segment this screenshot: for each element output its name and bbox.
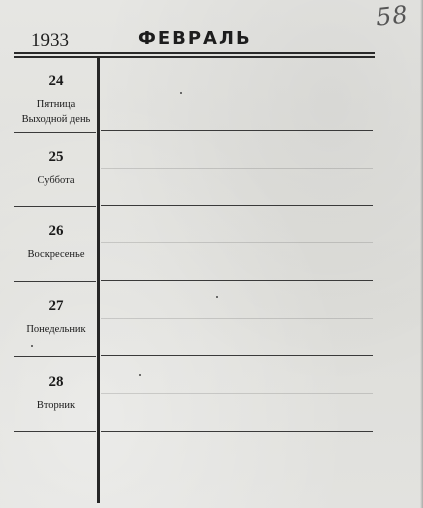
- ink-speck: [216, 296, 218, 298]
- ink-speck: [31, 345, 33, 347]
- day-separator-left: [14, 206, 96, 207]
- day-block-27: [14, 298, 98, 337]
- writing-line: [101, 242, 373, 243]
- weekday-label: Вторник: [36, 400, 76, 411]
- day-block-26: [14, 223, 98, 262]
- day-separator-right: [101, 280, 373, 281]
- day-number: 27: [48, 298, 64, 314]
- ink-speck: [180, 92, 182, 94]
- writing-line: [101, 168, 373, 169]
- page-number: 58: [374, 0, 410, 32]
- day-separator-left: [14, 431, 96, 432]
- month-title: ФЕВРАЛЬ: [138, 28, 252, 49]
- weekday-label: Суббота: [37, 175, 75, 186]
- day-number: 25: [48, 149, 64, 165]
- day-number: 28: [48, 374, 64, 390]
- weekday-label: Воскресенье: [27, 249, 85, 260]
- day-block-28: [14, 374, 98, 413]
- day-separator-right: [101, 431, 373, 432]
- year-label: 1933: [31, 30, 69, 51]
- day-off-note: Выходной день: [21, 114, 91, 125]
- writing-line: [101, 393, 373, 394]
- weekday-label: Пятница: [36, 99, 76, 110]
- day-separator-right: [101, 130, 373, 131]
- day-number: 26: [48, 223, 64, 239]
- day-separator-right: [101, 205, 373, 206]
- header-rule: [14, 52, 375, 54]
- writing-line: [101, 318, 373, 319]
- weekday-label: Понедельник: [26, 324, 86, 335]
- day-block-25: [14, 149, 98, 188]
- day-separator-left: [14, 356, 96, 357]
- ink-speck: [139, 374, 141, 376]
- day-block-24: [14, 73, 98, 127]
- day-separator-left: [14, 132, 96, 133]
- day-separator-left: [14, 281, 96, 282]
- day-separator-right: [101, 355, 373, 356]
- day-number: 24: [48, 73, 64, 89]
- header-rule-double: [14, 56, 375, 58]
